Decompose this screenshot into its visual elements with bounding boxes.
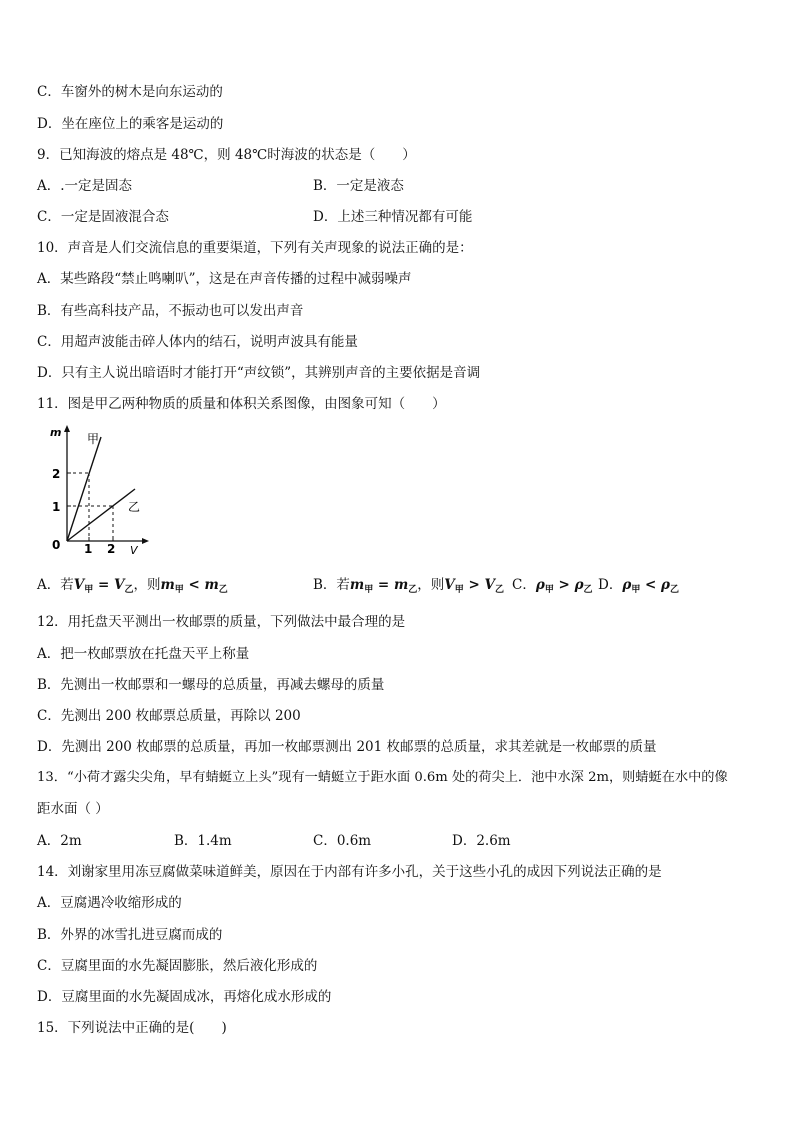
mass-volume-graph <box>45 423 165 558</box>
q10-stem: 10．声音是人们交流信息的重要渠道，下列有关声现象的说法正确的是： <box>37 240 473 256</box>
q9-option-d: D．上述三种情况都有可能 <box>313 209 473 225</box>
q13-option-a: A．2m <box>37 833 82 849</box>
q11-option-a: A．若$V_甲 = V_乙$，则$m_甲 < m_乙$ <box>37 577 228 595</box>
q13-option-d: D．2.6m <box>452 833 511 849</box>
q12-option-b: B．先测出一枚邮票和一螺母的总质量，再减去螺母的质量 <box>37 677 385 693</box>
q9-option-b: B．一定是液态 <box>313 178 404 194</box>
q13-option-c: C．0.6m <box>313 833 372 849</box>
q10-option-c: C．用超声波能击碎人体内的结石，说明声波具有能量 <box>37 334 358 350</box>
q11-stem: 11．图是甲乙两种物质的质量和体积关系图像，由图象可知（ ） <box>37 396 446 412</box>
q10-option-a: A．某些路段“禁止鸣喇叭”，这是在声音传播的过程中减弱噪声 <box>37 271 412 287</box>
x-tick-label-1: 1 <box>84 542 93 556</box>
line-yi <box>67 489 135 541</box>
q11-option-c: C．$\rho_甲 > \rho_乙$ <box>512 577 593 595</box>
q8-option-d: D．坐在座位上的乘客是运动的 <box>37 116 224 132</box>
y-axis-label: m <box>50 426 62 439</box>
origin-label: 0 <box>52 538 61 552</box>
q11-option-b: B．若$m_甲 = m_乙$，则$V_甲 > V_乙$ <box>313 577 504 595</box>
q11-option-d: D．$\rho_甲 < \rho_乙$ <box>598 577 680 595</box>
x-tick-label-2: 2 <box>107 542 116 556</box>
y-tick-label-1: 1 <box>52 500 61 514</box>
q8-option-c: C．车窗外的树木是向东运动的 <box>37 84 223 100</box>
q12-option-d: D．先测出 200 枚邮票的总质量，再加一枚邮票测出 201 枚邮票的总质量，求其差就是一枚邮票的质量 <box>37 739 657 755</box>
y-axis-arrow <box>64 425 70 432</box>
q14-option-d: D．豆腐里面的水先凝固成冰，再熔化成水形成的 <box>37 989 332 1005</box>
line-yi-label: 乙 <box>128 500 141 514</box>
y-tick-label-2: 2 <box>52 467 61 481</box>
q12-option-a: A．把一枚邮票放在托盘天平上称量 <box>37 646 250 662</box>
q13-stem-line2: 距水面（ ） <box>37 801 109 817</box>
q12-stem: 12．用托盘天平测出一枚邮票的质量，下列做法中最合理的是 <box>37 614 406 630</box>
q9-stem: 9．已知海波的熔点是 48℃，则 48℃时海波的状态是（ ） <box>37 147 416 163</box>
q12-option-c: C．先测出 200 枚邮票总质量，再除以 200 <box>37 708 301 724</box>
x-axis-label: V <box>130 544 138 557</box>
q14-option-a: A．豆腐遇冷收缩形成的 <box>37 895 182 911</box>
q15-stem: 15．下列说法中正确的是( ) <box>37 1020 227 1036</box>
q13-option-b: B．1.4m <box>174 833 232 849</box>
x-axis-arrow <box>142 538 149 544</box>
q9-option-c: C．一定是固液混合态 <box>37 209 169 225</box>
q9-option-a: A．.一定是固态 <box>37 178 133 194</box>
line-jia <box>67 437 101 541</box>
q10-option-b: B．有些高科技产品，不振动也可以发出声音 <box>37 303 304 319</box>
q13-stem-line1: 13．“小荷才露尖尖角，早有蜻蜓立上头”现有一蜻蜓立于距水面 0.6m 处的荷尖上．池中水深 2m，则蜻蜓在水中的像 <box>37 770 728 785</box>
q14-option-c: C．豆腐里面的水先凝固膨胀，然后液化形成的 <box>37 958 318 974</box>
line-jia-label: 甲 <box>87 432 100 446</box>
q10-option-d: D．只有主人说出暗语时才能打开“声纹锁”，其辨别声音的主要依据是音调 <box>37 365 481 381</box>
q14-option-b: B．外界的冰雪扎进豆腐而成的 <box>37 927 223 943</box>
q14-stem: 14．刘谢家里用冻豆腐做菜味道鲜美，原因在于内部有许多小孔，关于这些小孔的成因下列说法正确的是 <box>37 864 662 880</box>
